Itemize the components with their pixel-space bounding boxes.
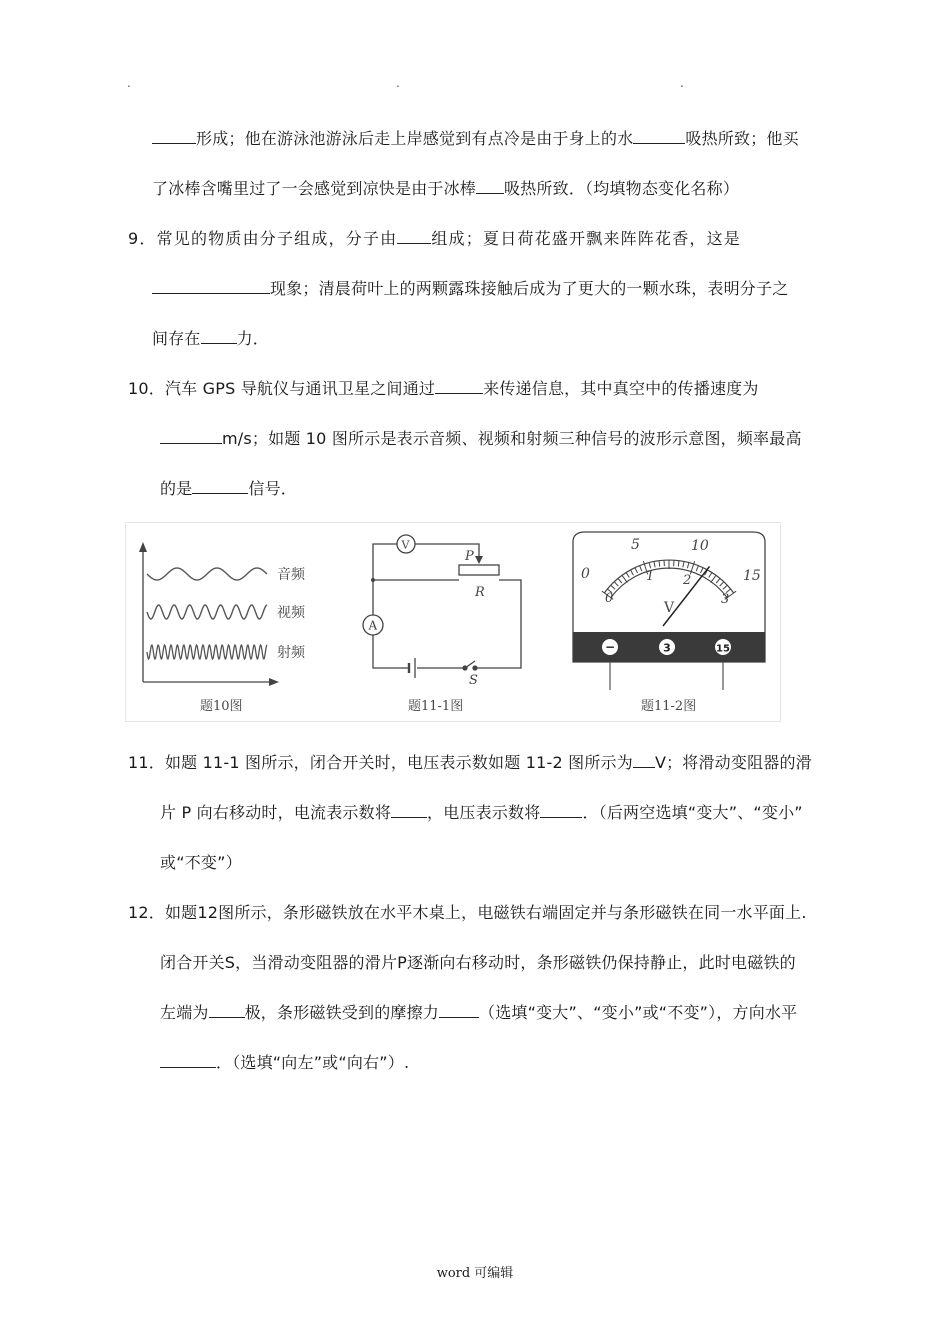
scale-top-5: 5 xyxy=(631,537,640,553)
q9-line-2: 现象；清晨荷叶上的两颗露珠接触后成为了更大的一颗水珠，表明分子之 xyxy=(152,276,788,299)
wave-label-video: 视频 xyxy=(277,605,305,621)
header-dot: . xyxy=(680,76,684,90)
meter-unit: V xyxy=(664,600,675,616)
rheostat-icon xyxy=(459,565,499,575)
answer-blank[interactable] xyxy=(152,129,196,144)
switch-contact xyxy=(463,666,467,670)
scale-top-15: 15 xyxy=(743,568,761,584)
voltmeter-label: V xyxy=(401,538,410,552)
scale-bottom-2: 2 xyxy=(683,573,692,588)
q10-line-3: 的是 信号． xyxy=(160,479,298,498)
switch-contact xyxy=(473,666,477,670)
footer-text: word 可编辑 xyxy=(436,1266,514,1281)
terminal-label: − xyxy=(604,640,616,654)
q11-line-3: 或“不变”） xyxy=(160,853,242,872)
q12-line-1: 12．如题12图所示，条形磁铁放在水平木桌上，电磁铁右端固定并与条形磁铁在同一水平面上. xyxy=(128,903,807,922)
resistor-label: R xyxy=(475,585,485,600)
scale-top-10: 10 xyxy=(691,538,709,554)
dial-tick xyxy=(659,561,660,567)
junction-dot xyxy=(371,578,375,582)
q12-line-3: 左端为 极，条形磁铁受到的摩擦力 （选填“变大”、“变小”或“不变”），方向水平 xyxy=(160,1003,798,1022)
figures-panel xyxy=(125,522,781,722)
answer-blank[interactable] xyxy=(160,429,222,444)
figure-caption: 题11-2图 xyxy=(641,699,697,714)
answer-blank[interactable] xyxy=(160,1053,216,1068)
slider-label: P xyxy=(465,549,474,564)
terminal-label: 15 xyxy=(716,643,730,655)
q9-line-3: 间存在 力． xyxy=(152,329,270,348)
dial-tick xyxy=(678,561,679,567)
figure-caption: 题10图 xyxy=(200,699,243,714)
scale-top-0: 0 xyxy=(581,566,590,582)
scale-bottom-1: 1 xyxy=(646,569,655,584)
header-dot: . xyxy=(396,76,400,90)
header-dot: . xyxy=(127,76,131,90)
answer-blank[interactable] xyxy=(540,803,582,818)
answer-blank[interactable] xyxy=(201,329,237,344)
q10-line-1: 10．汽车 GPS 导航仪与通讯卫星之间通过 来传递信息，其中真空中的传播速度为 xyxy=(128,379,759,398)
q9-line-1: 9．常见的物质由分子组成，分子由 组成；夏日荷花盛开飘来阵阵花香，这是 xyxy=(128,229,741,248)
q8-line-2: 了冰棒含嘴里过了一会感觉到凉快是由于冰棒 吸热所致．（均填物态变化名称） xyxy=(152,179,740,198)
scale-bottom-3: 3 xyxy=(721,592,730,607)
terminal-label: 3 xyxy=(663,641,671,655)
q12-line-2: 闭合开关S，当滑动变阻器的滑片P逐渐向右移动时，条形磁铁仍保持静止，此时电磁铁的 xyxy=(160,953,796,972)
answer-blank[interactable] xyxy=(391,803,427,818)
answer-blank[interactable] xyxy=(152,279,270,294)
ammeter-label: A xyxy=(368,618,378,633)
answer-blank[interactable] xyxy=(397,229,431,244)
answer-blank[interactable] xyxy=(209,1003,245,1018)
q12-line-4: ．（选填“向左”或“向右”）. xyxy=(160,1050,409,1073)
answer-blank[interactable] xyxy=(633,129,685,144)
answer-blank[interactable] xyxy=(435,379,483,394)
wave-label-audio: 音频 xyxy=(277,567,305,583)
answer-blank[interactable] xyxy=(633,753,655,768)
scale-bottom-0: 0 xyxy=(605,591,614,606)
answer-blank[interactable] xyxy=(476,179,504,194)
answer-blank[interactable] xyxy=(439,1003,479,1018)
q8-line-1: 形成；他在游泳池游泳后走上岸感觉到有点冷是由于身上的水 吸热所致；他买 xyxy=(152,126,799,149)
figure-caption: 题11-1图 xyxy=(408,699,464,714)
switch-label: S xyxy=(469,673,478,688)
answer-blank[interactable] xyxy=(192,479,248,494)
wave-label-radio: 射频 xyxy=(277,645,305,661)
q11-line-2: 片 P 向右移动时，电流表示数将 ，电压表示数将 ．（后两空选填“变大”、“变小” xyxy=(160,803,803,822)
q11-line-1: 11．如题 11-1 图所示，闭合开关时，电压表示数如题 11-2 图所示为 V；将滑动变阻器的滑 xyxy=(128,753,812,772)
q10-line-2: m/s；如题 10 图所示是表示音频、视频和射频三种信号的波形示意图，频率最高 xyxy=(160,426,802,449)
